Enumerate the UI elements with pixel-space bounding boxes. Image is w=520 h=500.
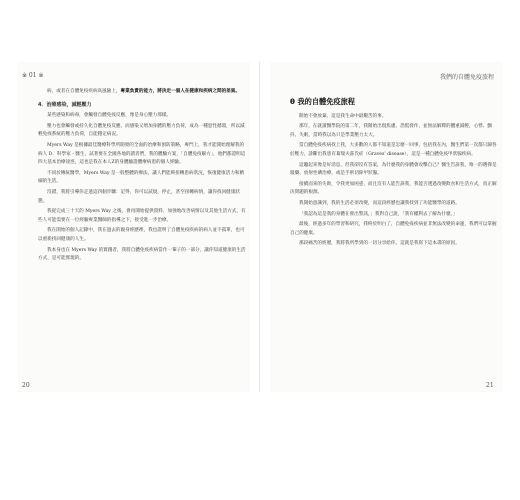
body-paragraph: 那年，在就讀醫學院的第二年，我開始出現焦慮、恐慌發作，並無法解釋的體重減輕，心悸、顫抖、失眠，當時我以為只是學業壓力太大。 xyxy=(290,124,492,138)
body-paragraph: 不同於傳統醫學，Myers Way 是一般整體的療法，讓人們能夠扭轉患病狀況，恢復健康活力和精細的生活。 xyxy=(38,170,245,185)
lead-bold-text: 專業負責的能力，將決定一個人在健康和疾病之間的差異。 xyxy=(120,89,240,94)
section-subheading: 4．治療感染，減輕壓力 xyxy=(38,101,92,108)
lead-plain-text: 病，或者在自體免疫疾病高風險上， xyxy=(47,89,121,94)
page-gutter xyxy=(259,62,260,392)
body-paragraph: 最後，經過多年的學習和研究，我終於明白了，自體免疫疾病並非無法改變的命運，我們可以掌握自己的健康。 xyxy=(290,222,497,236)
left-page-number: 20 xyxy=(22,382,30,389)
body-paragraph: 沒錯，我將引導你走過這四個步驟：記得，你可以試規，停止，甚至扭轉病情，讓你找回健康狀態。 xyxy=(38,189,240,204)
body-paragraph: 我從完成三十天的 Myers Way 之後，會再開始提供資料，加強地改善病情以及其他生活方式，有些人可能需要在一位經驗專業醫師的指導之下，接受進一步治療。 xyxy=(38,209,246,223)
right-page-body xyxy=(290,98,498,251)
left-page-body xyxy=(38,88,246,266)
section-title: θ 我的自體免疫旅程 xyxy=(290,97,355,106)
body-paragraph: 某些感染和病毒，會觸發自體免疫反應，像是身心壓力那樣。 xyxy=(47,113,172,119)
body-paragraph: Myers Way 是根據最佳醫療科學所開發的全面的治療和預防策略，專門上，我才能開始理解我的病人 D．科學家・醫生，試著要在全國各地的讀者們，我的體驗方案，「自體免疫解方」，他們都證明這四大基本治療途徑，這也是我在本人Z的身體驗證體療病患的個人經驗。 xyxy=(38,142,246,166)
body-paragraph: 壓力也會觸發或持久化自體免疫反應，而感染又增加身體的壓力負荷，成為一種惡性循環，所以減輕免疫系統的壓力負荷，自能穩定病況。 xyxy=(38,123,245,138)
body-paragraph: 「我認為這是我的身體在發出警訊，」我對自己說，「我有權利去了解為什麼。」 xyxy=(299,211,458,217)
body-paragraph: 接續而來的失敗，令我更加困惑，而且沒有人能告訴我，我能否透過改變飲食和生活方式，真正解決問題的根源。 xyxy=(290,181,497,196)
left-running-head: ※ 01 ※ xyxy=(22,72,44,79)
body-paragraph: 我開始意識到，我的生活必須改變，而這段經歷也讓我找到了功能醫學的道路。 xyxy=(299,200,460,206)
body-paragraph: 這聽起來像是好消息，但我卻沒有答案，為什麼我的身體會攻擊自己？醫生告訴我，唯一的選擇是服藥、放射性碘治療，或是手術切除甲狀腺。 xyxy=(290,162,497,177)
body-paragraph: 我在開始的個人記錄中，我在過去的親身經歷裡，我也證明了自體免疫疾病的病人並不孤單，也可以重新找回健康的人生。 xyxy=(38,228,245,242)
body-paragraph: 開始不會放棄，這是我生命中最艱苦的事。 xyxy=(299,113,387,119)
right-running-head: 我們的自體免疫旅程 xyxy=(439,74,494,81)
body-paragraph: 我本身也在 Myers Way 的實踐者，我將自體免疫疾病當作一輩子的一部分，讓你知道健康的生活方式，是可能實現的。 xyxy=(38,247,246,262)
body-paragraph: 那段痛苦的經歷，我將我所學到的一切分享給你，這就是我寫下這本書的原因。 xyxy=(299,241,460,247)
lead-paragraph xyxy=(38,88,246,97)
body-paragraph: 當自體免疫疾病找上我，大多數的人都不知道是怎麼一回事，包括我在內，醫生們第一次都只歸咎於壓力，診斷出我患有葛瑞夫茲氏症（Graves' disease），這是一種自體免疫甲狀腺疾病。 xyxy=(290,143,497,157)
right-page-number: 21 xyxy=(486,382,494,389)
